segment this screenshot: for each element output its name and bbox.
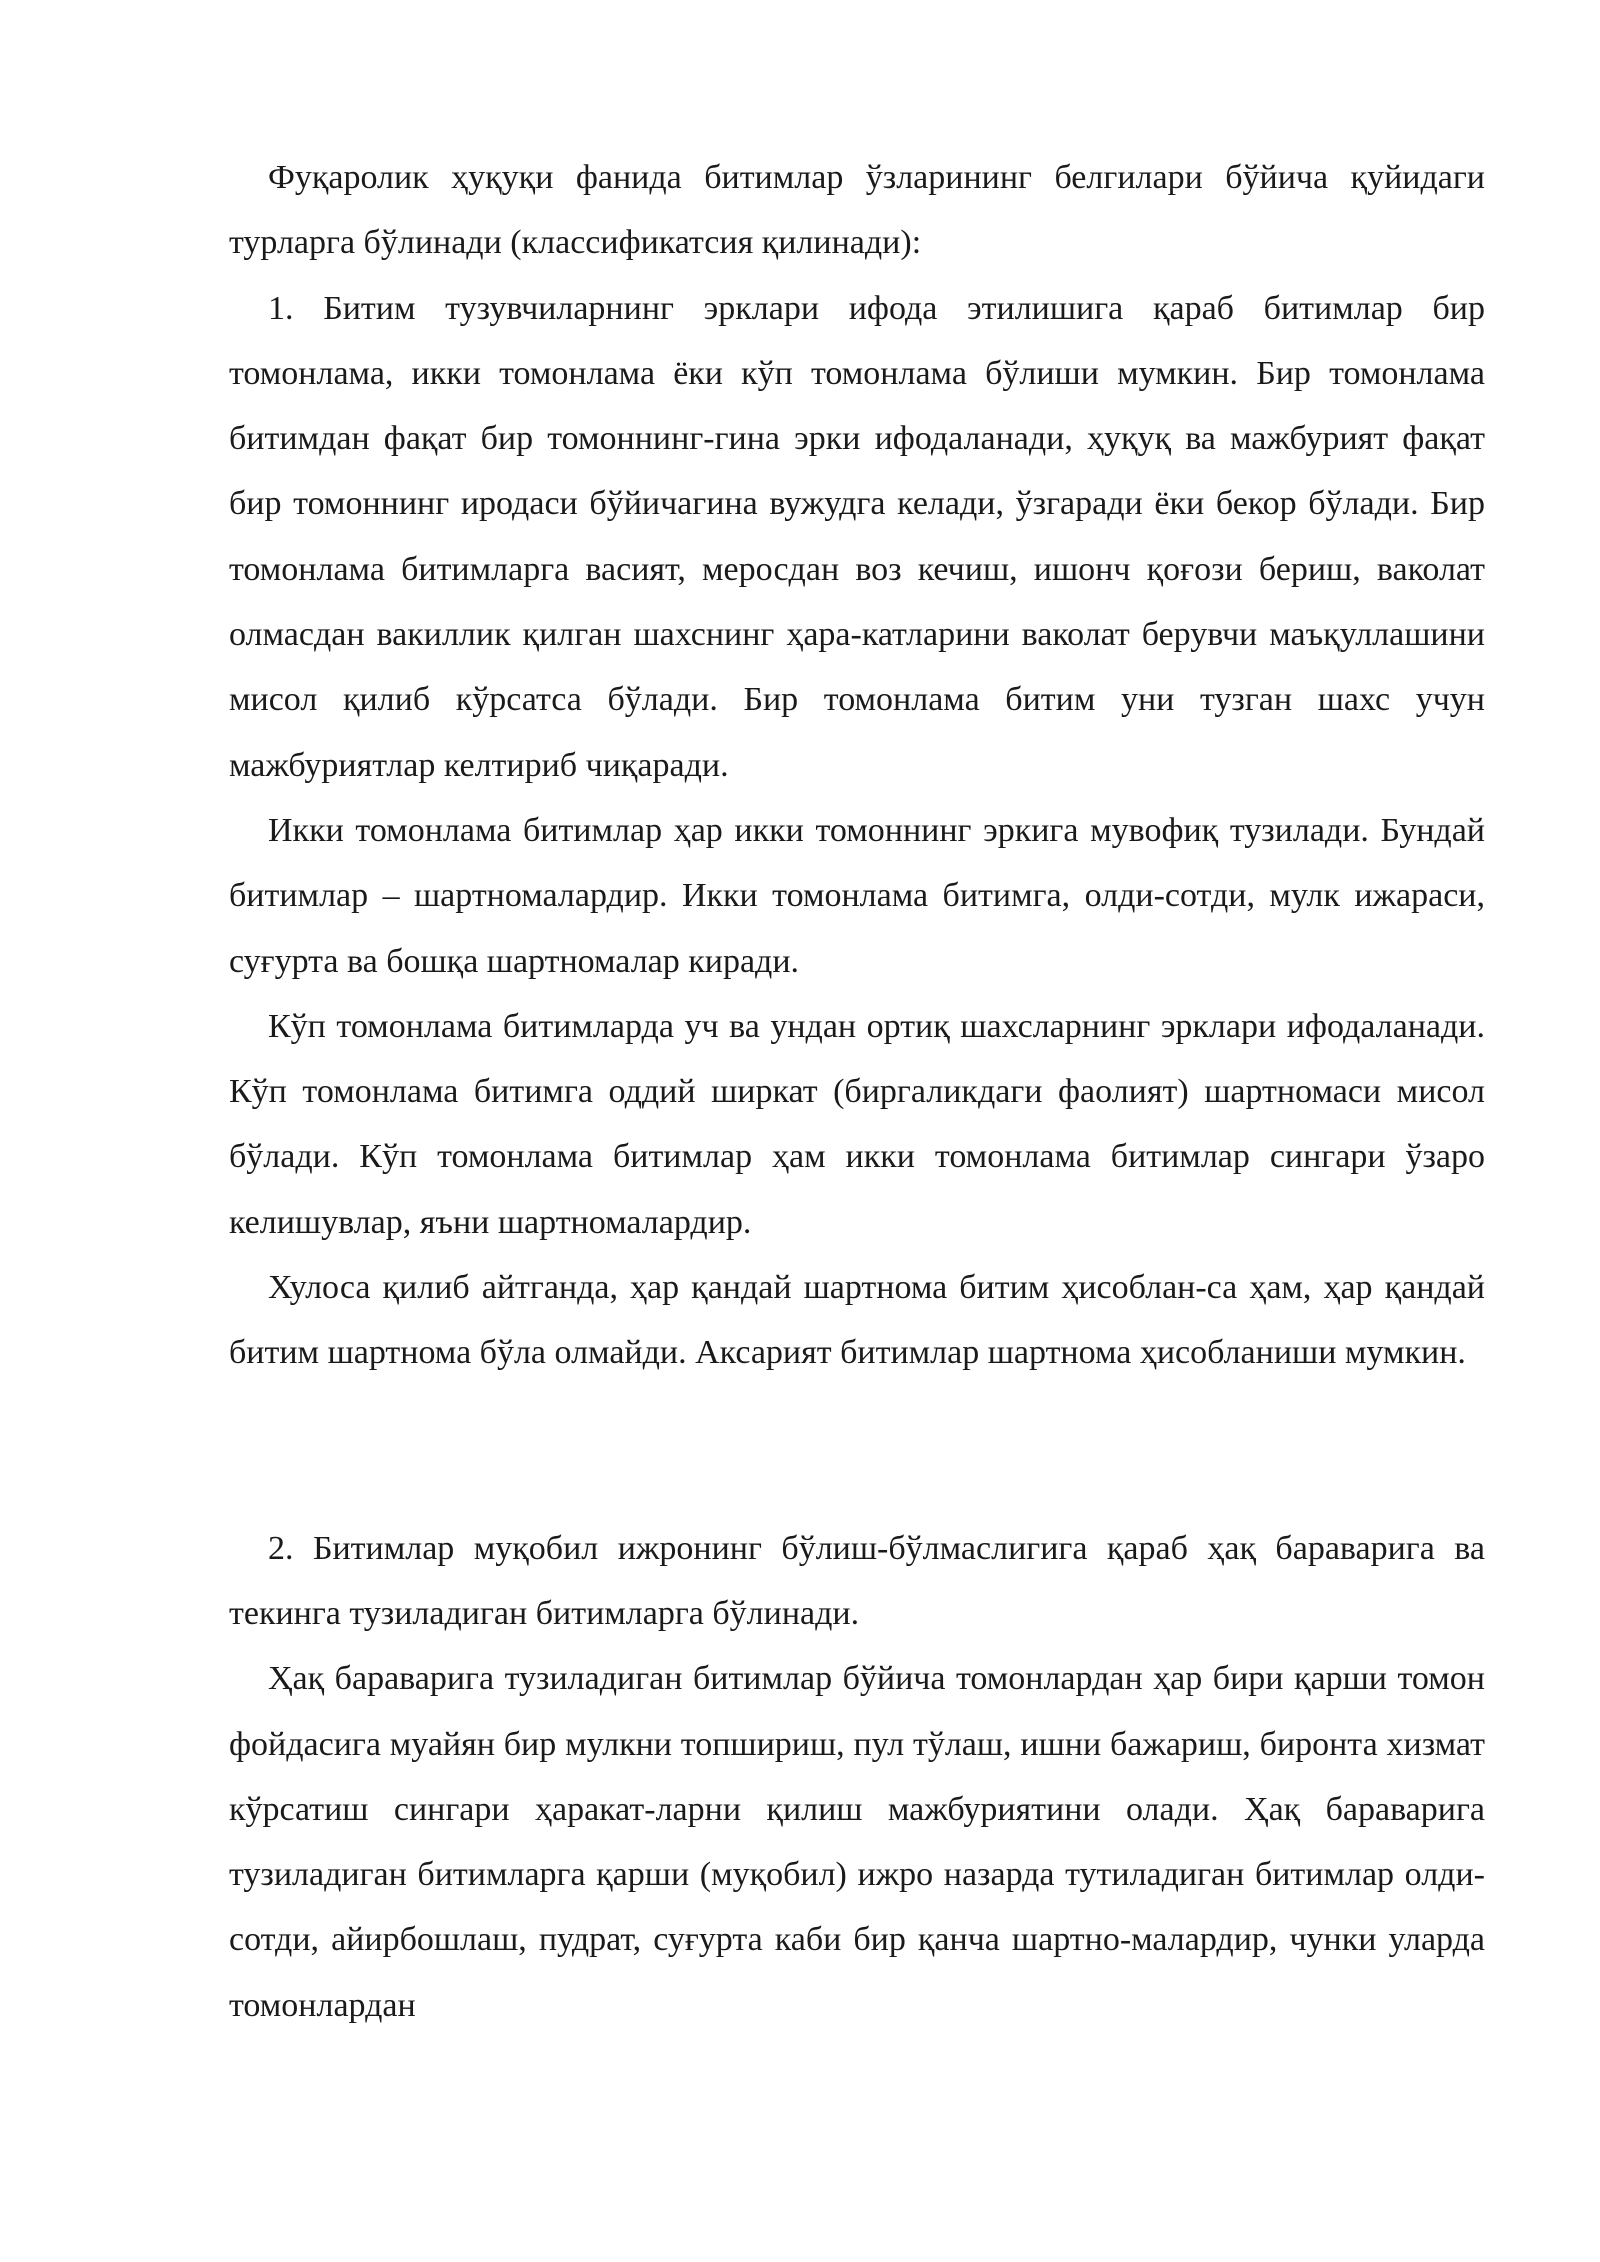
paragraph-classification-intro: Фуқаролик ҳуқуқи фанида битимлар ўзларининг белгилари бўйича қуйидаги турларга бўлинади (классификатсия қилинади): bbox=[229, 159, 1485, 262]
paragraph-paid-deals-detail: Ҳақ бараварига тузиладиган битимлар бўйича томонлардан ҳар бири қарши томон фойдасига муайян бир мулкни топшириш, пул тўлаш, ишни бажариш, биронта хизмат кўрсатиш сингари ҳаракат-ларни қилиш мажбуриятини олади. Ҳақ бараварига тузиладиган битимларга қарши (муқобил) ижро назарда тутиладиган битимлар олди-сотди, айирбошлаш, пудрат, суғурта каби бир қанча шартно-малардир, чунки уларда томонлардан bbox=[229, 1660, 1485, 2024]
blank-gap bbox=[229, 1386, 1485, 1516]
paragraph-paid-and-free-deals: 2. Битимлар муқобил ижронинг бўлиш-бўлмаслигига қараб ҳақ бараварига ва текинга тузиладиган битимларга бўлинади. bbox=[229, 1529, 1485, 1632]
paragraph-two-sided-deals: Икки томонлама битимлар ҳар икки томоннинг эркига мувофиқ тузилади. Бундай битимлар – шартномалардир. Икки томонлама битимга, олди-сотди, мулк ижараси, суғурта ва бошқа шартномалар киради. bbox=[229, 811, 1485, 980]
paragraph-one-sided-deals: 1. Битим тузувчиларнинг эрклари ифода этилишига қараб битимлар бир томонлама, икки томонлама ёки кўп томонлама бўлиши мумкин. Бир томонлама битимдан фақат бир томоннинг-гина эрки ифодаланади, ҳуқуқ ва мажбурият фақат бир томоннинг иродаси бўйичагина вужудга келади, ўзгаради ёки бекор бўлади. Бир томонлама битимларга васият, меросдан воз кечиш, ишонч қоғози бериш, ваколат олмасдан вакиллик қилган шахснинг ҳара-катларини ваколат берувчи маъқуллашини мисол қилиб кўрсатса бўлади. Бир томонлама битим уни тузган шахс учун мажбуриятлар келтириб чиқаради. bbox=[229, 289, 1485, 784]
document-page bbox=[229, 145, 1485, 2038]
paragraph-conclusion: Хулоса қилиб айтганда, ҳар қандай шартнома битим ҳисоблан-са ҳам, ҳар қандай битим шартнома бўла олмайди. Аксарият битимлар шартнома ҳисобланиши мумкин. bbox=[229, 1269, 1485, 1372]
paragraph-multi-sided-deals: Кўп томонлама битимларда уч ва ундан ортиқ шахсларнинг эрклари ифодаланади. Кўп томонлама битимга оддий ширкат (биргаликдаги фаолият) шартномаси мисол бўлади. Кўп томонлама битимлар ҳам икки томонлама битимлар сингари ўзаро келишувлар, яъни шартномалардир. bbox=[229, 1007, 1485, 1241]
